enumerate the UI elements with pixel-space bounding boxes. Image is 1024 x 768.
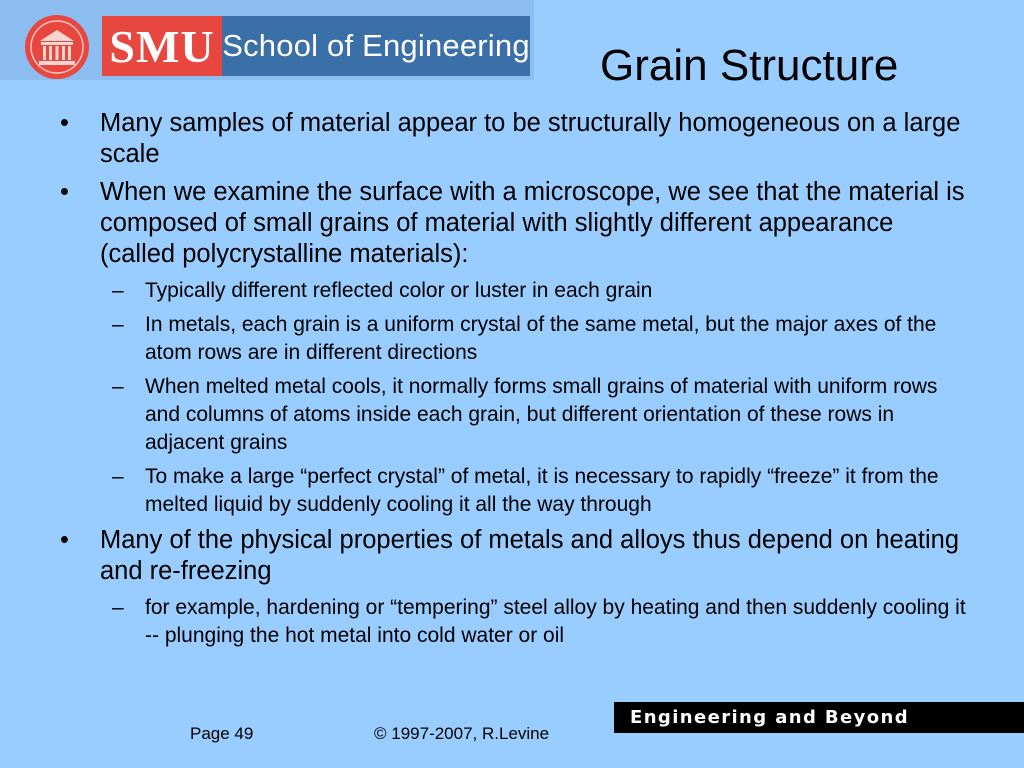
school-label-text: School of Engineering [222,28,530,63]
bullet-text: To make a large “perfect crystal” of metal, it is necessary to rapidly “freeze” it from the melted liquid by suddenly cooling it all the way through [145,465,939,516]
smu-seal-icon [24,14,90,80]
dash-marker: – [112,465,124,488]
slide-bullet-list [58,108,968,656]
slide-title: Grain Structure [600,41,899,90]
bullet-item [58,525,968,587]
bullet-marker: • [60,109,69,137]
smu-logo-banner [0,0,534,80]
dash-marker: – [112,279,124,302]
bullet-item [58,108,968,170]
copyright-notice: © 1997-2007, R.Levine [374,724,550,743]
engineering-and-beyond-banner [614,702,1024,733]
school-of-engineering-label [222,16,530,76]
tagline-text: Engineering and Beyond [630,707,910,728]
page-number: Page 49 [190,724,254,743]
bullet-text: Many samples of material appear to be structurally homogeneous on a large scale [100,109,961,168]
bullet-text: In metals, each grain is a uniform crystal of the same metal, but the major axes of the atom rows are in different directions [145,313,937,364]
sub-bullet-item [100,277,968,305]
bullet-marker: • [60,178,69,206]
bullet-text: Typically different reflected color or luster in each grain [145,279,653,302]
smu-wordmark [102,16,222,76]
smu-wordmark-text: SMU [109,20,215,72]
sub-bullet-item [100,463,968,519]
bullet-text: for example, hardening or “tempering” steel alloy by heating and then suddenly cooling it -- plunging the hot metal into cold water or oil [145,596,966,647]
bullet-marker: • [60,526,69,554]
bullet-text: Many of the physical properties of metals and alloys thus depend on heating and re-freezing [100,526,960,585]
bullet-text: When we examine the surface with a microscope, we see that the material is composed of small grains of material with slightly different appearance (called polycrystalline materials): [100,178,965,268]
dash-marker: – [112,375,124,398]
bullet-text: When melted metal cools, it normally forms small grains of material with uniform rows and columns of atoms inside each grain, but different orientation of these rows in adjacent grains [145,375,938,454]
sub-bullet-item [100,373,968,457]
dash-marker: – [112,313,124,336]
dash-marker: – [112,596,124,619]
sub-bullet-item [100,594,968,650]
sub-bullet-item [100,311,968,367]
bullet-item [58,177,968,270]
